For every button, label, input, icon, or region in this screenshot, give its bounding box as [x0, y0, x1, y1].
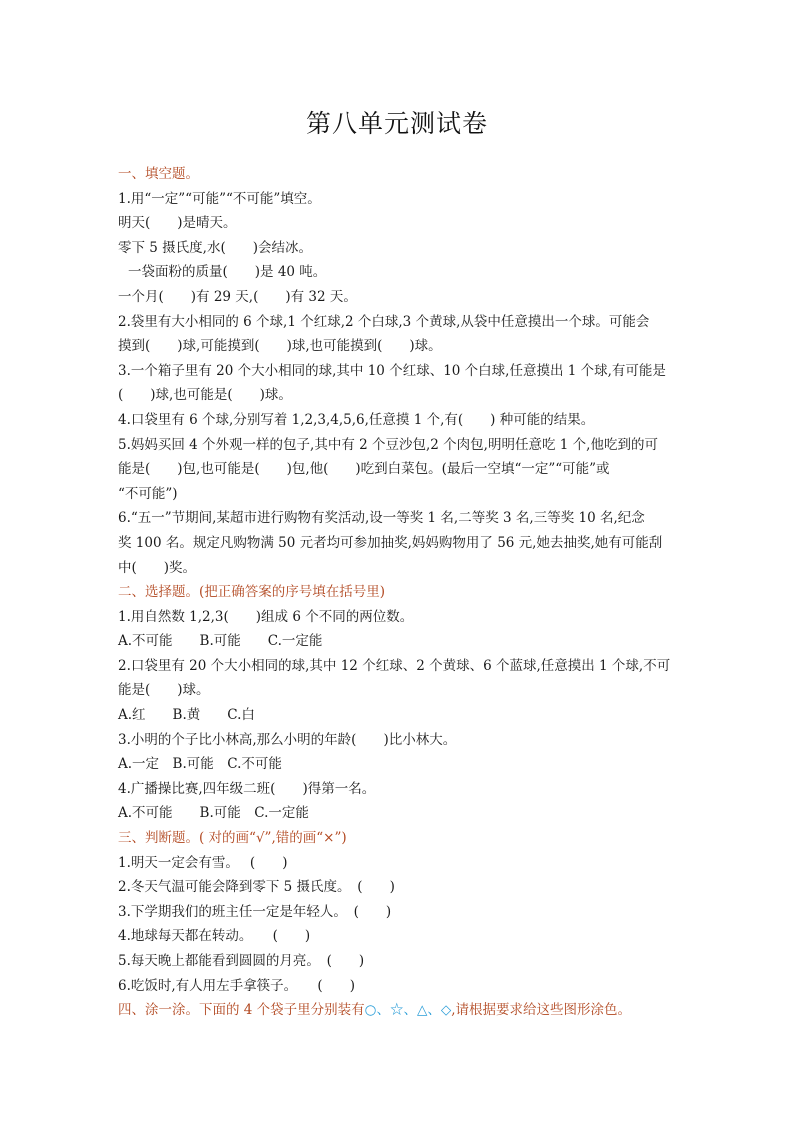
question-line: 奖 100 名。规定凡购物满 50 元者均可参加抽奖,妈妈购物用了 56 元,她去抽奖,她有可能刮 [118, 534, 663, 551]
question-line: 3.一个箱子里有 20 个大小相同的球,其中 10 个红球、10 个白球,任意摸出 1 个球,有可能是 [118, 362, 666, 379]
question-line: 2.冬天气温可能会降到零下 5 摄氏度。 ( ) [118, 879, 395, 896]
section-heading-coloring [118, 998, 678, 1023]
question-line: 4.地球每天都在转动。 ( ) [118, 928, 311, 945]
question-line: 一袋面粉的质量( )是 40 吨。 [128, 264, 327, 281]
question-line: 4.口袋里有 6 个球,分别写着 1,2,3,4,5,6,任意摸 1 个,有( ) 种可能的结果。 [118, 411, 595, 428]
question-line: 5.妈妈买回 4 个外观一样的包子,其中有 2 个豆沙包,2 个肉包,明明任意吃 1 个,他吃到的可 [118, 436, 658, 453]
question-line: 能是( )球。 [118, 682, 210, 699]
question-line: 3.下学期我们的班主任一定是年轻人。 ( ) [118, 903, 392, 920]
section-heading: 二、选择题。(把正确答案的序号填在括号里) [118, 584, 386, 601]
question-line: “不可能”) [118, 485, 178, 502]
question-line: 零下 5 摄氏度,水( )会结冰。 [118, 239, 312, 256]
question-line: 6.吃饭时,有人用左手拿筷子。 ( ) [118, 977, 355, 994]
coloring-instruction-prefix: 四、涂一涂。下面的 4 个袋子里分别装有 [118, 1002, 365, 1019]
question-line: 明天( )是晴天。 [118, 215, 237, 232]
section-heading: 三、判断题。( 对的画“√”,错的画“×”) [118, 830, 347, 847]
question-line: A.不可能 B.可能 C.一定能 [118, 633, 323, 650]
section-heading: 一、填空题。 [118, 166, 199, 182]
coloring-instruction-suffix: ,请根据要求给这些图形涂色。 [451, 1002, 632, 1019]
question-line: 1.用“一定”“可能”“不可能”填空。 [118, 190, 321, 207]
question-line: 1.明天一定会有雪。 ( ) [118, 854, 288, 871]
question-line: 能是( )包,也可能是( )包,他( )吃到白菜包。(最后一空填“一定”“可能”或 [118, 461, 610, 478]
question-line: 3.小明的个子比小林高,那么小明的年龄( )比小林大。 [118, 731, 457, 748]
question-line: A.红 B.黄 C.白 [118, 707, 255, 724]
question-line: ( )球,也可能是( )球。 [118, 387, 292, 404]
question-line: 2.袋里有大小相同的 6 个球,1 个红球,2 个白球,3 个黄球,从袋中任意摸出一个球。可能会 [118, 313, 650, 330]
page-title: 第八单元测试卷 [305, 109, 488, 138]
question-line: 5.每天晚上都能看到圆圆的月亮。 ( ) [118, 953, 365, 969]
question-line: 4.广播操比赛,四年级二班( )得第一名。 [118, 780, 376, 797]
question-line: 一个月( )有 29 天,( )有 32 天。 [118, 288, 357, 305]
question-line: 中( )奖。 [118, 559, 197, 576]
question-line: A.一定 B.可能 C.不可能 [118, 756, 282, 773]
worksheet-content [118, 162, 678, 1023]
question-line: 2.口袋里有 20 个大小相同的球,其中 12 个红球、2 个黄球、6 个蓝球,任意摸出 1 个球,不可 [118, 657, 671, 674]
question-line: A.不可能 B.可能 C.一定能 [118, 805, 309, 822]
question-line: 6.“五一”节期间,某超市进行购物有奖活动,设一等奖 1 名,二等奖 3 名,三等奖 10 名,纪念 [118, 510, 645, 527]
shape-symbols: ○、☆、△、◇ [364, 1002, 452, 1019]
question-line: 1.用自然数 1,2,3( )组成 6 个不同的两位数。 [118, 608, 414, 625]
question-line: 摸到( )球,可能摸到( )球,也可能摸到( )球。 [118, 338, 442, 355]
